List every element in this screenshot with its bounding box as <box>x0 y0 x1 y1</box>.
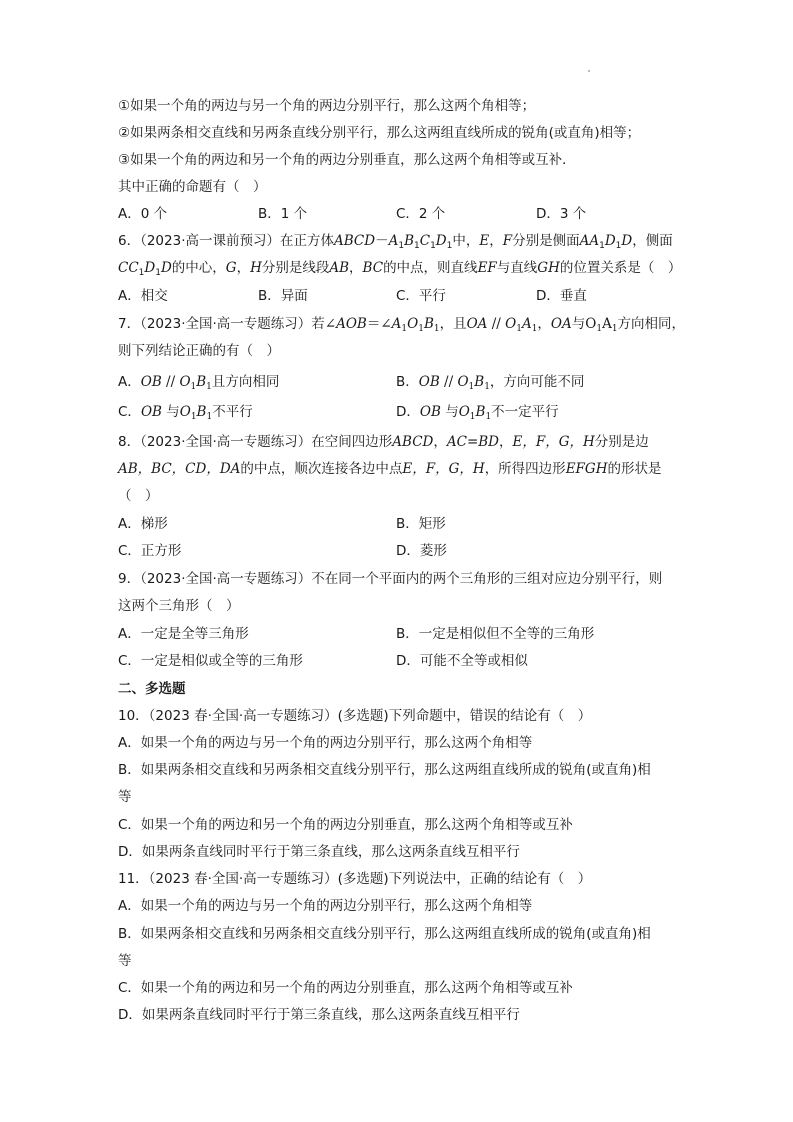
q7-option-d[interactable]: D．OB 与$O_1B_1$不一定平行 <box>396 404 559 422</box>
q9-line2: 这两个三角形（ ） <box>118 598 240 614</box>
statement-2: ②如果两条相交直线和另两条直线分别平行，那么这两组直线所成的锐角(或直角)相等； <box>118 125 641 141</box>
q11-option-c[interactable]: C．如果一个角的两边和另一个角的两边分别垂直，那么这两个角相等或互补 <box>118 980 573 996</box>
statement-3: ③如果一个角的两边和另一个角的两边分别垂直，那么这两个角相等或互补． <box>118 152 576 168</box>
question-stem: 其中正确的命题有（ ） <box>118 179 267 195</box>
q10-option-d[interactable]: D．如果两条直线同时平行于第三条直线，那么这两条直线互相平行 <box>118 844 520 860</box>
q10-option-c[interactable]: C．如果一个角的两边和另一个角的两边分别垂直，那么这两个角相等或互补 <box>118 817 573 833</box>
q6-option-c[interactable]: C．平行 <box>396 288 446 304</box>
q10-option-a[interactable]: A．如果一个角的两边与另一个角的两边分别平行，那么这两个角相等 <box>118 735 533 751</box>
q8-line2: AB，BC，CD，DA的中点，顺次连接各边中点E，F，G，H，所得四边形EFGH的形状是 <box>118 461 662 477</box>
q6-line1: 6．（2023·高一课前预习）在正方体$ABCD-A_1B_1C_1D_1$中，E，F分别是侧面$AA_1D_1D$，侧面 <box>118 233 673 251</box>
q8-option-c[interactable]: C．正方形 <box>118 543 182 559</box>
q9-line1: 9．（2023·全国·高一专题练习）不在同一个平面内的两个三角形的三组对应边分别平行，则 <box>118 571 663 587</box>
q10-line1: 10．（2023 春·全国·高一专题练习）(多选题)下列命题中，错误的结论有（ ） <box>118 708 592 724</box>
q7-line1: 7．（2023·全国·高一专题练习）若$\angle AOB=\angle A_1O_1B_1$，且OA // $O_1A_1$，OA与$O_1A_1$方向相同， <box>118 316 686 334</box>
option-d[interactable]: D．3 个 <box>536 206 587 222</box>
q11-option-b-cont: 等 <box>118 953 132 969</box>
q6-line2: $CC_1D_1D$的中心，G，H分别是线段AB，BC的中点，则直线EF与直线GH的位置关系是（ ） <box>118 260 682 278</box>
q8-option-d[interactable]: D．菱形 <box>396 543 447 559</box>
section-heading: 二、多选题 <box>118 681 186 697</box>
option-c[interactable]: C．2 个 <box>396 206 446 222</box>
q6-option-b[interactable]: B．异面 <box>258 288 308 304</box>
q9-option-b[interactable]: B．一定是相似但不全等的三角形 <box>396 626 595 642</box>
q6-option-a[interactable]: A．相交 <box>118 288 168 304</box>
q9-option-d[interactable]: D．可能不全等或相似 <box>396 653 528 669</box>
q7-option-b[interactable]: B．OB // $O_1B_1$，方向可能不同 <box>396 374 585 392</box>
q11-option-a[interactable]: A．如果一个角的两边与另一个角的两边分别平行，那么这两个角相等 <box>118 898 533 914</box>
option-a[interactable]: A．0 个 <box>118 206 168 222</box>
q7-option-a[interactable]: A．OB // $O_1B_1$且方向相同 <box>118 374 280 392</box>
q10-option-b[interactable]: B．如果两条相交直线和另两条相交直线分别平行，那么这两组直线所成的锐角(或直角)相 <box>118 762 651 778</box>
q6-option-d[interactable]: D．垂直 <box>536 288 587 304</box>
q9-option-a[interactable]: A．一定是全等三角形 <box>118 626 249 642</box>
q7-line2: 则下列结论正确的有（ ） <box>118 343 280 359</box>
q8-option-a[interactable]: A．梯形 <box>118 516 168 532</box>
scan-dot <box>588 70 590 72</box>
option-b[interactable]: B．1 个 <box>258 206 308 222</box>
q10-option-b-cont: 等 <box>118 789 132 805</box>
statement-1: ①如果一个角的两边与另一个角的两边分别平行，那么这两个角相等； <box>118 98 536 114</box>
q11-option-d[interactable]: D．如果两条直线同时平行于第三条直线，那么这两条直线互相平行 <box>118 1007 520 1023</box>
q7-option-c[interactable]: C．OB 与$O_1B_1$不平行 <box>118 404 253 422</box>
q9-option-c[interactable]: C．一定是相似或全等的三角形 <box>118 653 303 669</box>
q8-line1: 8．（2023·全国·高一专题练习）在空间四边形ABCD，AC=BD，E，F，G，H分别是边 <box>118 434 649 450</box>
q8-line3: （ ） <box>118 488 159 504</box>
q11-option-b[interactable]: B．如果两条相交直线和另两条相交直线分别平行，那么这两组直线所成的锐角(或直角)相 <box>118 926 651 942</box>
q11-line1: 11．（2023 春·全国·高一专题练习）(多选题)下列说法中，正确的结论有（ ） <box>118 871 592 887</box>
q8-option-b[interactable]: B．矩形 <box>396 516 446 532</box>
